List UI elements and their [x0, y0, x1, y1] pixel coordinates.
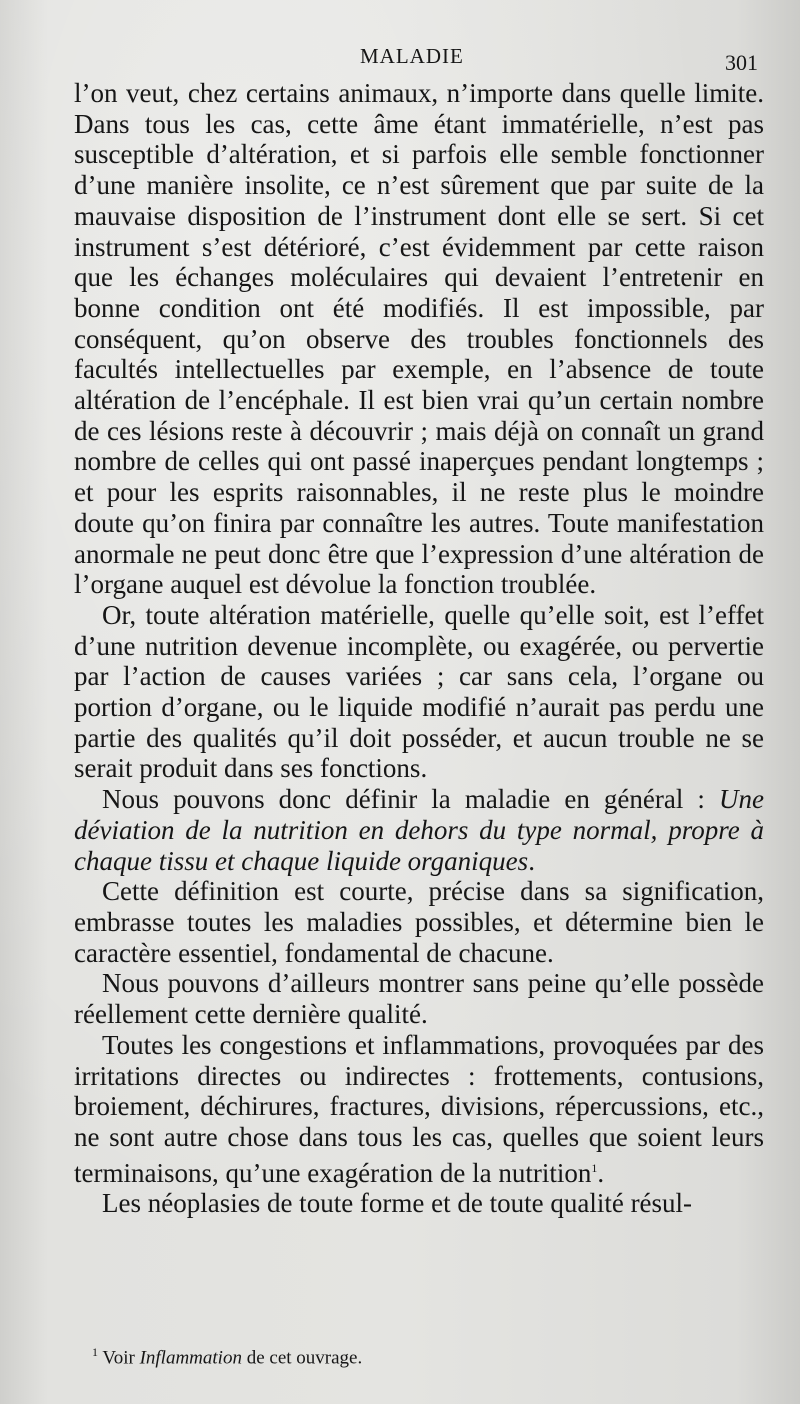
- body-text: [74, 78, 764, 1219]
- text-run: Nous pouvons donc définir la maladie en général :: [102, 784, 720, 815]
- text-run: Toutes les congestions et inflammations, provoquées par des irritations directes ou indirectes : frottements, contusions, broiement, déchirures, fractures, divisions, répercussions, etc., ne sont autre chose dans tous les cas, quelles que soient leurs terminaisons, qu’une exagération de la nutrition: [74, 1029, 764, 1188]
- paragraph: [74, 78, 764, 600]
- footnote: [92, 1345, 362, 1369]
- text-run: .: [528, 845, 535, 876]
- footnote-reference: 1: [591, 1160, 598, 1175]
- footnote-marker: 1: [92, 1345, 98, 1359]
- text-run: Nous pouvons d’ailleurs montrer sans peine qu’elle possède réellement cette dernière qualité.: [74, 968, 764, 1030]
- paragraph: [74, 784, 764, 876]
- footnote-prefix: Voir: [102, 1347, 140, 1369]
- paragraph: [74, 1188, 764, 1219]
- text-run: l’on veut, chez certains animaux, n’importe dans quelle limite. Dans tous les cas, cette âme étant immatérielle, n’est pas susceptible d’altération, et si parfois elle semble fonctionner d’une manière insolite, ce n’est sûrement que par suite de la mauvaise disposition de l’instrument dont elle se sert. Si cet instrument s’est détérioré, c’est évidemment par cette raison que les échanges moléculaires qui devaient l’entretenir en bonne condition ont été modifiés. Il est impossible, par conséquent, qu’on observe des troubles fonctionnels des facultés intellectuelles par exemple, en l’absence de toute altération de l’encéphale. Il est bien vrai qu’un certain nombre de ces lésions reste à découvrir ; mais déjà on connaît un grand nombre de celles qui ont passé inaperçues pendant longtemps ; et pour les esprits raisonnables, il ne reste plus le moindre doute qu’on finira par connaître les autres. Toute manifestation anormale ne peut donc être que l’expression d’une altération de l’organe auquel est dévolue la fonction troublée.: [74, 78, 764, 600]
- paragraph: [74, 600, 764, 784]
- text-run: Cette définition est courte, précise dans sa signification, embrasse toutes les maladies possibles, et détermine bien le caractère essentiel, fondamental de chacune.: [74, 876, 764, 968]
- text-run: .: [597, 1157, 605, 1188]
- paragraph: [74, 968, 764, 1029]
- footnote-title: Inflammation: [139, 1347, 242, 1369]
- text-run: Les néoplasies de toute forme et de toute qualité résul-: [102, 1188, 693, 1219]
- paragraph: [74, 1030, 764, 1189]
- italic-text: Une déviation de la nutrition en dehors du type normal, propre à chaque tissu et chaque liquide organiques: [74, 784, 764, 876]
- paragraph: [74, 876, 764, 968]
- page-number: 301: [725, 50, 758, 75]
- footnote-suffix: de cet ouvrage.: [241, 1347, 363, 1369]
- running-head: [0, 44, 800, 74]
- running-title: MALADIE: [360, 44, 464, 68]
- text-run: Or, toute altération matérielle, quelle qu’elle soit, est l’effet d’une nutrition devenue incomplète, ou exagérée, ou pervertie par l’action de causes variées ; car sans cela, l’organe ou portion d’organe, ou le liquide modifié n’aurait pas perdu une partie des qualités qu’il doit posséder, et aucun trouble ne se serait produit dans ses fonctions.: [74, 599, 764, 784]
